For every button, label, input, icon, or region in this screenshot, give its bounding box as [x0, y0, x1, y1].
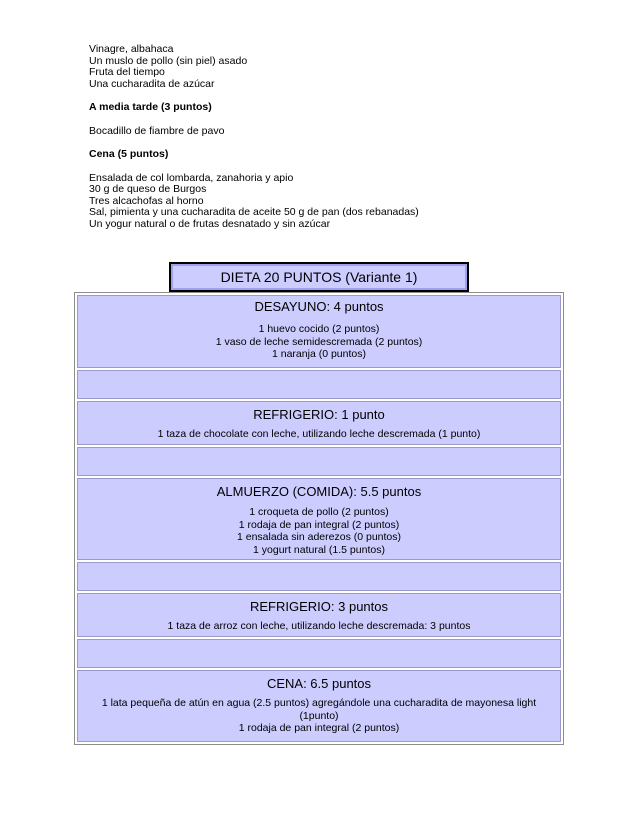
text-line: 30 g de queso de Burgos	[89, 183, 207, 195]
menu-section-dinner	[77, 670, 561, 742]
meal-heading: ALMUERZO (COMIDA): 5.5 puntos	[216, 484, 422, 499]
text-line: Un yogur natural o de frutas desnatado y sin azúcar	[89, 217, 331, 230]
menu-item: 1 huevo cocido (2 puntos)	[258, 323, 380, 335]
menu-item: 1 ensalada sin aderezos (0 puntos)	[236, 531, 402, 543]
meal-heading: REFRIGERIO: 1 punto	[253, 407, 385, 422]
menu-item: 1 croqueta de pollo (2 puntos)	[249, 506, 389, 518]
menu-section-lunch	[77, 478, 561, 560]
menu-section-breakfast	[77, 295, 561, 368]
snack-heading: A media tarde (3 puntos)	[89, 101, 212, 113]
text-line: Ensalada de col lombarda, zanahoria y apio	[89, 171, 294, 184]
menu-spacer-row	[77, 562, 561, 591]
text-line: Una cucharadita de azúcar	[89, 77, 215, 90]
menu-item: 1 rodaja de pan integral (2 puntos)	[238, 722, 400, 734]
text-line: Tres alcachofas al horno	[89, 194, 204, 207]
text-line: Bocadillo de fiambre de pavo	[89, 124, 225, 137]
diet-title-box	[169, 262, 469, 292]
menu-item: 1 taza de chocolate con leche, utilizando leche descremada (1 punto)	[157, 428, 481, 440]
menu-item: 1 yogurt natural (1.5 puntos)	[253, 543, 385, 556]
meal-heading: REFRIGERIO: 3 puntos	[250, 599, 388, 614]
menu-item: 1 taza de arroz con leche, utilizando leche descremada: 3 puntos	[167, 620, 471, 632]
text-line: Fruta del tiempo	[89, 66, 165, 78]
intro-text	[89, 44, 549, 230]
menu-item: 1 naranja (0 puntos)	[272, 348, 366, 360]
meal-heading: CENA: 6.5 puntos	[266, 676, 372, 691]
menu-section-snack-1	[77, 401, 561, 445]
text-line: Sal, pimienta y una cucharadita de aceite 50 g de pan (dos rebanadas)	[89, 206, 419, 218]
menu-item: 1 lata pequeña de atún en agua (2.5 puntos) agregándole una cucharadita de mayonesa light (1punto)	[101, 697, 537, 722]
menu-spacer-row	[77, 370, 561, 399]
menu-spacer-row	[77, 639, 561, 668]
meal-heading: DESAYUNO: 4 puntos	[254, 299, 384, 314]
text-line: Vinagre, albahaca	[89, 43, 174, 55]
menu-spacer-row	[77, 447, 561, 476]
diet-title: DIETA 20 PUNTOS (Variante 1)	[220, 269, 418, 285]
text-line: Un muslo de pollo (sin piel) asado	[89, 54, 248, 67]
menu-item: 1 vaso de leche semidescremada (2 puntos)	[215, 335, 423, 348]
menu-section-snack-2	[77, 593, 561, 637]
dinner-heading: Cena (5 puntos)	[89, 148, 169, 160]
diet-menu-table	[74, 292, 564, 745]
menu-item: 1 rodaja de pan integral (2 puntos)	[238, 518, 400, 531]
